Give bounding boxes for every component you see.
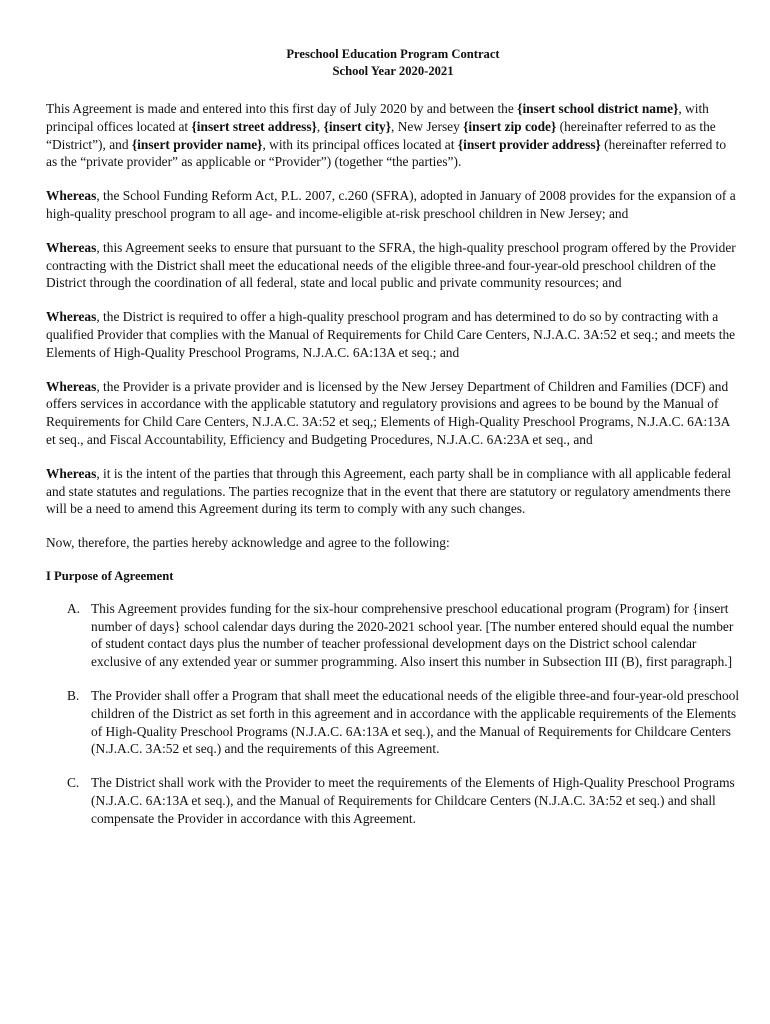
now-therefore-paragraph: Now, therefore, the parties hereby acknowledge and agree to the following:: [46, 535, 450, 551]
whereas-label: Whereas: [46, 465, 97, 481]
placeholder-school-district: {insert school district name}: [517, 101, 679, 116]
section-heading: I Purpose of Agreement: [46, 568, 174, 583]
whereas-paragraph: [46, 239, 740, 292]
placeholder-street-address: {insert street address}: [191, 118, 317, 134]
whereas-text: , the District is required to offer a high-quality preschool program and has determined to do so by contracting with a qualified Provider that complies with the Manual of Requirements for Child Care Centers, N.J.A.C. 3A:52 et seq.; and meets the Elements of High-Quality Preschool Programs, N.J.A.C. 6A:13A et seq.; and: [46, 309, 736, 360]
intro-text-3: ,: [316, 118, 324, 134]
whereas-paragraph: [46, 308, 740, 361]
document-title: [46, 46, 740, 80]
whereas-paragraph: [46, 378, 740, 449]
list-item-text: This Agreement provides funding for the six-hour comprehensive preschool educational program (Program) for {insert number of days} school calendar days during the 2020-2021 school year. [The number entered should equal the number of student contact days plus the number of teacher professional development days on the District school calendar exclusive of any extended year or summer programming. Also insert this number in Subsection III (B), first paragraph.]: [91, 600, 734, 670]
whereas-paragraph: [46, 465, 740, 518]
list-marker: B.: [67, 687, 80, 703]
intro-text-1: This Agreement is made and entered into this first day of July 2020 by and between the: [46, 101, 518, 116]
intro-text-5: (hereinafter referred to as the “District”), and: [46, 118, 716, 152]
whereas-text: , the Provider is a private provider and is licensed by the New Jersey Department of Children and Families (DCF) and offers services in accordance with the applicable statutory and regulatory provisions and agrees to be bound by the Manual of Requirements for Child Care Centers, N.J.A.C. 3A:52 et seq,; Elements of High-Quality Preschool Programs, N.J.A.C. 6A:13A et seq., and Fiscal Accountability, Efficiency and Budgeting Procedures, N.J.A.C. 6A:23A et seq., and: [46, 378, 730, 447]
whereas-label: Whereas: [46, 188, 97, 204]
intro-paragraph: [46, 100, 740, 171]
whereas-paragraph: [46, 187, 740, 223]
whereas-label: Whereas: [46, 239, 97, 255]
whereas-text: , it is the intent of the parties that through this Agreement, each party shall be in compliance with all applicable federal and state statutes and regulations. The parties recognize that in the event that there are statutory or regulatory amendments there will be a need to amend this Agreement during its term to comply with any such changes.: [46, 465, 732, 517]
whereas-text: , the School Funding Reform Act, P.L. 2007, c.260 (SFRA), adopted in January of 2008 provides for the expansion of a high-quality preschool program to all age- and income-eligible at-risk preschool children in New Jersey; and: [46, 188, 736, 221]
title-line-1: Preschool Education Program Contract: [286, 47, 500, 61]
list-item: [46, 774, 740, 827]
intro-text-4: , New Jersey: [391, 118, 464, 134]
intro-text-2: , with principal offices located at: [46, 101, 709, 134]
whereas-label: Whereas: [46, 378, 97, 394]
list-item-text: The District shall work with the Provider to meet the requirements of the Elements of High-Quality Preschool Programs (N.J.A.C. 6A:13A et seq.), and the Manual of Requirements for Childcare Centers (N.J.A.C. 3A:52 et seq.) and shall compensate the Provider in accordance with this Agreement.: [91, 775, 735, 826]
list-marker: A.: [67, 600, 81, 616]
title-line-2: School Year 2020-2021: [332, 64, 454, 78]
intro-text-7: (hereinafter referred to as the “private provider” as applicable or “Provider”) (together “the parties”).: [46, 136, 727, 170]
list-item: [46, 687, 740, 758]
intro-text-6: , with its principal offices located at: [262, 136, 458, 152]
placeholder-provider-name: {insert provider name}: [131, 136, 263, 152]
placeholder-zip-code: {insert zip code}: [463, 118, 557, 134]
whereas-text: , this Agreement seeks to ensure that pursuant to the SFRA, the high-quality preschool program offered by the Provider contracting with the District shall meet the educational needs of the eligible three-and four-year-old preschool children of the District through the coordination of all federal, state and local public and private community resources; and: [46, 239, 736, 291]
placeholder-provider-address: {insert provider address}: [457, 136, 601, 152]
placeholder-city: {insert city}: [323, 118, 392, 134]
section-items: [46, 600, 740, 828]
list-item-text: The Provider shall offer a Program that shall meet the educational needs of the eligible three-and four-year-old preschool children of the District as set forth in this agreement and in accordance with the applicable requirements of the Elements of High-Quality Preschool Programs (N.J.A.C. 6A:13A et seq.), and the Manual of Requirements for Childcare Centers (N.J.A.C. 3A:52 et seq.) and the requirements of this Agreement.: [91, 687, 740, 757]
list-marker: C.: [67, 775, 80, 791]
list-item: [46, 600, 740, 671]
whereas-label: Whereas: [46, 309, 97, 325]
